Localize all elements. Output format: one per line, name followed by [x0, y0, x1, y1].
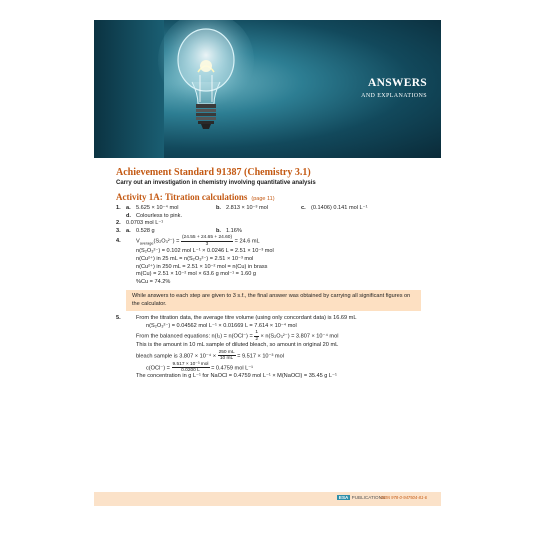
q4-line-6: %Cu = 74.2%	[136, 278, 171, 285]
q4-v-subscript: average	[139, 241, 154, 246]
q4-volume-fraction	[181, 235, 233, 247]
q5-dilution-top: 250 mL	[218, 349, 235, 355]
q3b-answer: 1.16%	[226, 227, 242, 234]
q4-volume-result: = 24.6 mL	[234, 238, 260, 245]
answer-page	[94, 20, 441, 513]
publisher-text: PUBLICATIONS	[351, 495, 385, 500]
lightbulb-icon	[154, 20, 264, 158]
q5-line-3-post: × n(S₂O₃²⁻) = 3.807 × 10⁻⁴ mol	[260, 333, 339, 340]
q4-row-1	[116, 235, 426, 248]
q1a-answer: 5.625 × 10⁻⁴ mol	[136, 205, 179, 211]
q2-answer: 0.0703 mol L⁻¹	[126, 220, 164, 227]
q5-half-top: 1	[255, 330, 258, 336]
q5-line-3	[116, 330, 426, 342]
footer-bar	[94, 492, 441, 506]
standard-title: Achievement Standard 91387 (Chemistry 3.1)	[116, 167, 311, 178]
q5-row-1	[116, 315, 426, 323]
activity-heading	[116, 192, 426, 205]
q3-row	[116, 228, 426, 236]
q5-line-5	[116, 350, 426, 362]
q5-line-4: This is the amount in 10 mL sample of diluted bleach, so amount in original 20 mL	[136, 342, 339, 349]
q4-line-2: n(S₂O₃²⁻) = 0.102 mol L⁻¹ × 0.0246 L = 2.51 × 10⁻³ mol	[136, 248, 274, 255]
q5-line-7: The concentration in g L⁻¹ for NaOCl = 0.4759 mol L⁻¹ × M(NaOCl) = 35.45 g L⁻¹	[136, 373, 337, 380]
q5-line-3-pre: From the balanced equations: n(I₂) = n(OCl⁻) =	[136, 333, 253, 340]
publisher-logo	[337, 495, 385, 500]
q5-line-5-post: = 9.517 × 10⁻³ mol	[237, 353, 284, 360]
q3a-label: a.	[126, 227, 131, 234]
q1-row-2	[116, 213, 426, 221]
q4-line-4: n(Cu²⁺) in 250 mL = 2.51 × 10⁻² mol = n(Cu) in brass	[136, 263, 268, 270]
q4-line-3: n(Cu²⁺) in 25 mL = n(S₂O₃²⁻) = 2.51 × 10⁻³ mol	[136, 256, 254, 263]
isbn-text: ISBN 978-0-947504-81-6	[380, 495, 427, 500]
q5-half-fraction	[254, 330, 259, 342]
q1d-label: d.	[126, 212, 131, 219]
content	[116, 167, 426, 381]
q1-number: 1.	[116, 205, 121, 211]
q4-v-species: (S₂O₃²⁻) =	[153, 238, 180, 245]
q4-fraction-top: (24.55 + 24.65 + 24.60)	[181, 235, 233, 241]
q5-dilution-bottom: 10 mL	[219, 356, 234, 362]
q5-half-bottom: 2	[255, 336, 258, 342]
q4-fraction-bottom: 3	[205, 241, 209, 247]
q5-dilution-fraction	[218, 350, 236, 362]
q2-row	[116, 220, 426, 228]
q1-row-1	[116, 205, 426, 213]
activity-page-ref: (page 11)	[251, 196, 275, 202]
q2-number: 2.	[116, 220, 121, 227]
q1b-label: b.	[216, 205, 221, 211]
q1a-label: a.	[126, 205, 131, 211]
q4-volume-eq	[126, 235, 260, 248]
q4-line-5: m(Cu) = 2.51 × 10⁻² mol × 63.6 g mol⁻¹ = 1.60 g	[136, 271, 257, 278]
q4-number: 4.	[116, 238, 121, 245]
q5-line-6-pre: c(OCl⁻) =	[146, 365, 170, 372]
q5-line-5-pre: bleach sample is 3.807 × 10⁻⁴ ×	[136, 353, 216, 360]
q1c-label: c.	[301, 205, 306, 211]
standard-subtitle: Carry out an investigation in chemistry involving quantitative analysis	[116, 180, 316, 186]
q3a-answer: 0.528 g	[136, 227, 155, 234]
q1d-answer: Colourless to pink.	[136, 212, 183, 219]
q5-line-6-post: = 0.4759 mol L⁻¹	[211, 365, 254, 372]
q4-v-symbol: V	[136, 238, 140, 245]
activity-title: Activity 1A: Titration calculations	[116, 192, 248, 202]
note-box: While answers to each step are given to 3 s.f., the final answer was obtained by carrying all significant figures on the calculator.	[126, 290, 421, 311]
hero-banner	[94, 20, 441, 158]
q5-conc-fraction	[172, 362, 210, 374]
q1b-answer: 2.813 × 10⁻³ mol	[226, 205, 268, 211]
q5-line-2: n(S₂O₃²⁻) = 0.04562 mol L⁻¹ × 0.01669 L = 7.614 × 10⁻⁴ mol	[146, 322, 297, 329]
q3-number: 3.	[116, 227, 121, 234]
publisher-mark: ESA	[338, 495, 349, 500]
q5-conc-bottom: 0.0200 L	[181, 368, 200, 374]
q5-number: 5.	[116, 315, 121, 322]
q3b-label: b.	[216, 227, 221, 234]
q5-line-6	[116, 362, 426, 374]
answers-title: ANSWERS	[368, 77, 427, 89]
answers-subtitle: AND EXPLANATIONS	[361, 93, 427, 99]
q1c-answer: (0.1406) 0.141 mol L⁻¹	[311, 205, 368, 211]
q5-line-1: From the titration data, the average titre volume (using only concordant data) is 16.69 mL	[136, 315, 357, 322]
q5-conc-top: 9.517 × 10⁻³ mol	[172, 361, 209, 367]
